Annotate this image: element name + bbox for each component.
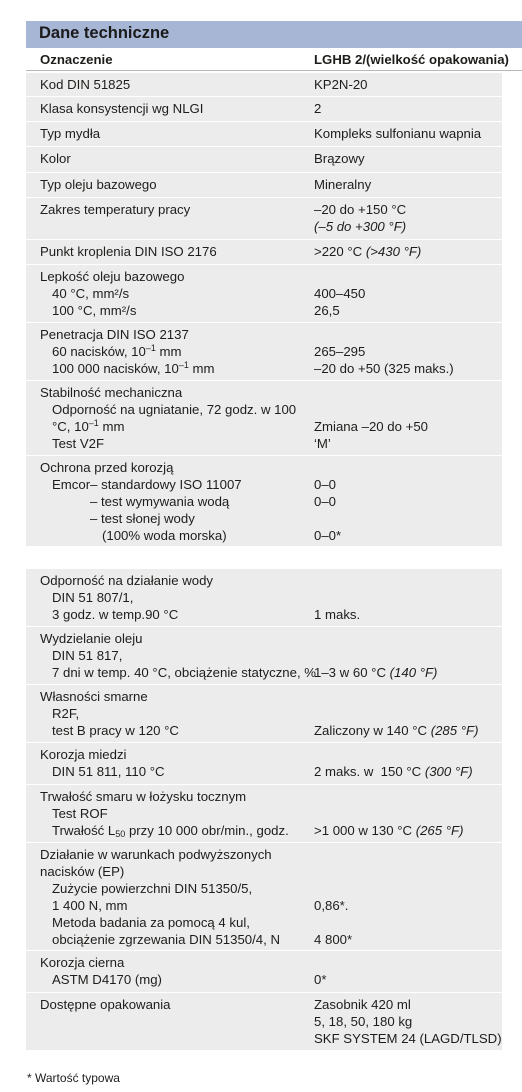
property-label <box>40 954 312 988</box>
header-designation: Oznaczenie <box>40 52 113 67</box>
property-value-line: –20 do +50 (325 maks.) <box>314 361 454 376</box>
property-value-line: SKF SYSTEM 24 (LAGD/TLSD) <box>314 1031 502 1046</box>
property-value <box>314 846 504 948</box>
table-row <box>26 950 502 992</box>
property-value <box>314 459 504 544</box>
property-label <box>40 572 312 623</box>
property-label-line: Klasa konsystencji wg NLGI <box>40 101 204 116</box>
property-value <box>314 996 504 1047</box>
property-label-line: Trwałość smaru w łożysku tocznym <box>40 789 247 804</box>
property-value-line <box>314 630 504 647</box>
property-value-line <box>314 746 504 763</box>
property-label-line: Stabilność mechaniczna <box>40 385 183 400</box>
property-label-line: Dostępne opakowania <box>40 997 171 1012</box>
property-value-line: KP2N-20 <box>314 77 368 92</box>
table-row <box>26 992 502 1050</box>
property-value-line: 0,86*. <box>314 898 349 913</box>
property-value <box>314 788 504 839</box>
table-row <box>26 380 502 455</box>
property-label <box>40 459 312 544</box>
property-value-line <box>314 384 504 401</box>
property-label <box>40 384 312 452</box>
table-row <box>26 568 502 626</box>
property-label <box>40 846 312 948</box>
property-label-line: DIN 51 807/1, <box>52 590 134 605</box>
property-label <box>40 125 312 142</box>
property-label-line: DIN 51 817, <box>52 648 123 663</box>
property-label-line: – test słonej wody <box>90 511 195 526</box>
property-value-line <box>314 688 504 705</box>
property-label <box>40 688 312 739</box>
property-value-line <box>314 914 504 931</box>
property-value-line <box>314 589 504 606</box>
property-label-line: Lepkość oleju bazowego <box>40 269 185 284</box>
property-value-line: Zmiana –20 do +50 <box>314 419 429 434</box>
property-value-line <box>314 510 504 527</box>
property-label-line: Emcor– standardowy ISO 11007 <box>52 477 242 492</box>
table-row <box>26 842 502 950</box>
property-label <box>40 788 312 839</box>
property-value-line <box>314 268 504 285</box>
table-row <box>26 239 502 264</box>
table-row <box>26 72 502 96</box>
property-label-line: Korozja miedzi <box>40 747 127 762</box>
table-row <box>26 742 502 784</box>
property-value <box>314 176 504 193</box>
property-label-line: °C, $10^{-1}$ mm <box>52 418 125 434</box>
property-value-line: 2 <box>314 101 322 116</box>
table-row <box>26 626 502 684</box>
property-value <box>314 100 504 117</box>
property-label-line: 1 400 N, mm <box>52 898 128 913</box>
property-label-line: Kolor <box>40 151 71 166</box>
property-value-line: 26,5 <box>314 303 340 318</box>
property-value-line <box>314 954 504 971</box>
table-row <box>26 96 502 121</box>
property-label <box>40 100 312 117</box>
property-label-line: Własności smarne <box>40 689 148 704</box>
property-label-line: (100% woda morska) <box>102 528 227 543</box>
property-value-line <box>314 326 504 343</box>
property-value-line: 1–3 w 60 °C (140 °F) <box>314 665 438 680</box>
property-label <box>40 150 312 167</box>
property-value-line: 2 maks. w 150 °C (300 °F) <box>314 764 473 779</box>
property-value-line: 0–0 <box>314 477 337 492</box>
property-value-line: –20 do +150 °C <box>314 202 407 217</box>
property-label-line: Zakres temperatury pracy <box>40 202 191 217</box>
table-row <box>26 197 502 239</box>
property-label-line: Odporność na ugniatanie, 72 godz. w 100 <box>52 402 297 417</box>
property-label <box>40 201 312 218</box>
table-row <box>26 146 502 172</box>
property-label-line: test B pracy w 120 °C <box>52 723 179 738</box>
property-value-line <box>314 805 504 822</box>
property-label <box>40 996 312 1013</box>
property-label-line: Typ oleju bazowego <box>40 177 157 192</box>
table-row <box>26 784 502 842</box>
property-label-line: 60 nacisków, $10^{-1}$ mm <box>52 343 182 359</box>
property-value-line: 400–450 <box>314 286 366 301</box>
property-value-line: >1 000 w 130 °C (265 °F) <box>314 823 464 838</box>
property-value <box>314 326 504 377</box>
property-label <box>40 243 312 260</box>
property-value <box>314 746 504 780</box>
property-value-line: ‘M’ <box>314 436 331 451</box>
property-value <box>314 688 504 739</box>
property-value-line: Brązowy <box>314 151 365 166</box>
table-row <box>26 172 502 197</box>
property-label-line: Penetracja DIN ISO 2137 <box>40 327 189 342</box>
property-value <box>314 630 504 681</box>
property-label-line: Korozja cierna <box>40 955 125 970</box>
footnote: * Wartość typowa <box>27 1071 120 1085</box>
property-label-line: 3 godz. w temp.90 °C <box>52 607 179 622</box>
properties-table-2 <box>26 568 502 1050</box>
property-label-line: Odporność na działanie wody <box>40 573 214 588</box>
property-value-line <box>314 459 504 476</box>
property-label-line: 7 dni w temp. 40 °C, obciążenie statyczne, % <box>52 665 317 680</box>
property-label <box>40 630 317 681</box>
property-label-line: Test V2F <box>52 436 105 451</box>
property-value-line: (–5 do +300 °F) <box>314 219 407 234</box>
property-label-line: 40 °C, mm²/s <box>52 286 130 301</box>
property-label-line: – test wymywania wodą <box>90 494 230 509</box>
property-label-line: R2F, <box>52 706 80 721</box>
property-value-line: Zasobnik 420 ml <box>314 997 411 1012</box>
property-value <box>314 572 504 623</box>
property-label-line: Działanie w warunkach podwyższonych <box>40 847 272 862</box>
property-label <box>40 326 312 377</box>
property-value-line <box>314 705 504 722</box>
property-value <box>314 268 504 319</box>
property-value-line: Kompleks sulfonianu wapnia <box>314 126 482 141</box>
property-value <box>314 384 504 452</box>
property-label-line: DIN 51 811, 110 °C <box>52 764 165 779</box>
property-value-line: 265–295 <box>314 344 366 359</box>
property-value-line: 0–0 <box>314 494 337 509</box>
property-value-line: 4 800* <box>314 932 353 947</box>
property-value-line: 1 maks. <box>314 607 361 622</box>
property-label-line: Metoda badania za pomocą 4 kul, <box>52 915 250 930</box>
property-value <box>314 125 504 142</box>
property-label-line: obciążenie zgrzewania DIN 51350/4, N <box>52 932 280 947</box>
table-gap <box>26 553 502 567</box>
property-value-line: 0* <box>314 972 327 987</box>
property-label-line: Kod DIN 51825 <box>40 77 131 92</box>
header-product: LGHB 2/(wielkość opakowania) <box>314 52 509 67</box>
property-value-line: 0–0* <box>314 528 342 543</box>
property-value <box>314 150 504 167</box>
property-label <box>40 176 312 193</box>
property-label-line: Wydzielanie oleju <box>40 631 143 646</box>
property-label-line: Typ mydła <box>40 126 101 141</box>
table-row <box>26 121 502 146</box>
property-value-line <box>314 572 504 589</box>
property-label-line: ASTM D4170 (mg) <box>52 972 162 987</box>
property-value-line <box>314 401 504 418</box>
property-label <box>40 268 312 319</box>
property-label-line: Trwałość $L_{50}$ przy 10 000 obr/min., godz. <box>52 823 289 839</box>
property-label-line: nacisków (EP) <box>40 864 125 879</box>
property-value-line: Mineralny <box>314 177 372 192</box>
property-value-line <box>314 863 504 880</box>
property-value-line <box>314 788 504 805</box>
table-row <box>26 684 502 742</box>
properties-table-1 <box>26 72 502 546</box>
property-value <box>314 954 504 988</box>
table-row <box>26 455 502 546</box>
property-label-line: 100 °C, mm²/s <box>52 303 137 318</box>
property-value <box>314 243 504 260</box>
table-row <box>26 322 502 380</box>
property-value-line: Zaliczony w 140 °C (285 °F) <box>314 723 479 738</box>
property-label-line: Ochrona przed korozją <box>40 460 174 475</box>
property-label <box>40 746 312 780</box>
property-value-line: >220 °C (>430 °F) <box>314 244 422 259</box>
property-value-line <box>314 880 504 897</box>
property-label-line: Test ROF <box>52 806 108 821</box>
property-value-line <box>314 647 504 664</box>
property-label-line: 100 000 nacisków, $10^{-1}$ mm <box>52 360 215 376</box>
property-label-line: Punkt kroplenia DIN ISO 2176 <box>40 244 217 259</box>
property-value <box>314 201 504 235</box>
property-value <box>314 76 504 93</box>
table-row <box>26 264 502 322</box>
section-title: Dane techniczne <box>26 21 522 48</box>
property-label <box>40 76 312 93</box>
property-value-line: 5, 18, 50, 180 kg <box>314 1014 413 1029</box>
property-value-line <box>314 846 504 863</box>
table-header <box>26 49 522 71</box>
property-label-line: Zużycie powierzchni DIN 51350/5, <box>52 881 253 896</box>
